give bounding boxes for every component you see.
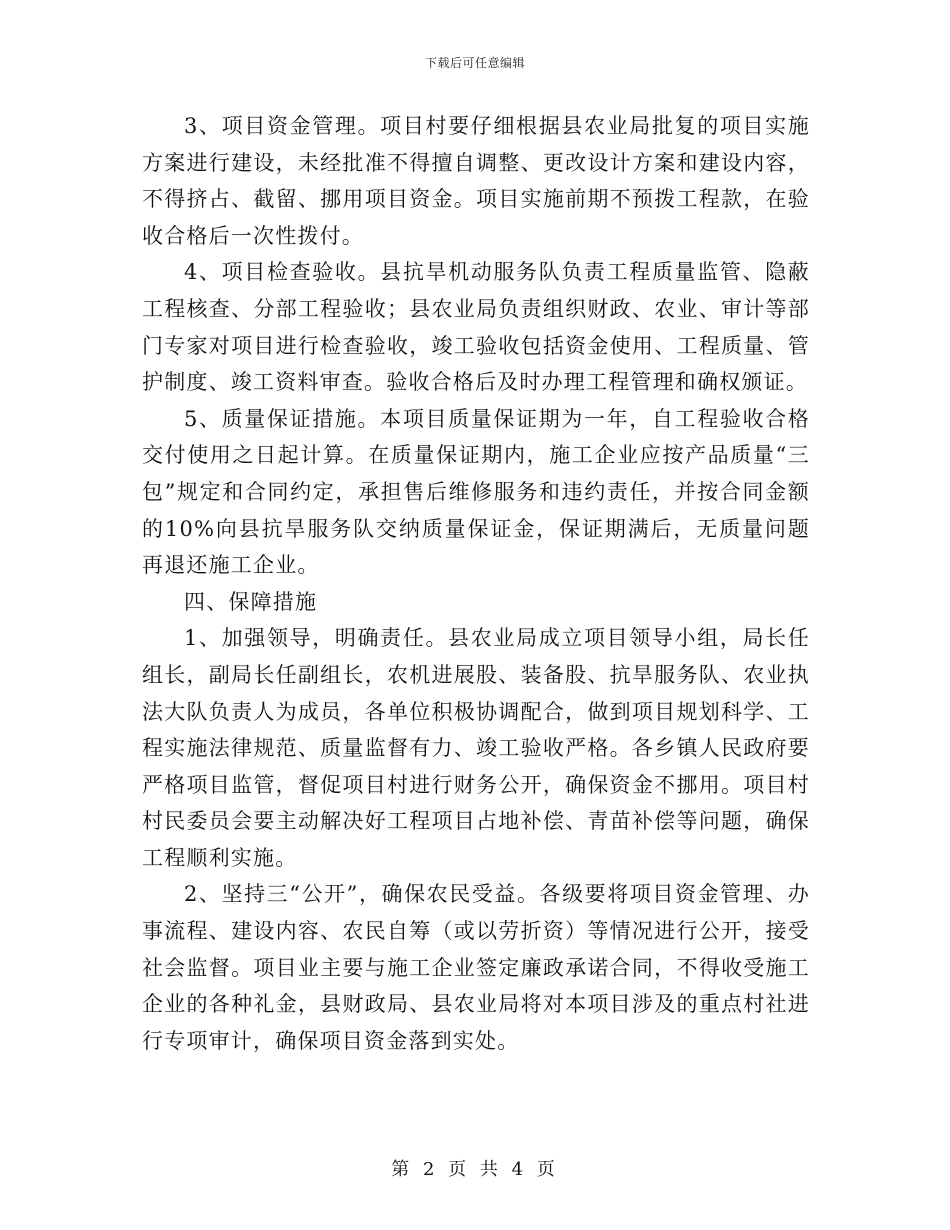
section-heading-safeguards: 四、保障措施 [184,589,318,614]
page-header: 下载后可任意编辑 [424,56,525,70]
paragraph-fund-management: 3、项目资金管理。项目村要仔细根据县农业局批复的项目实施方案进行建设，未经批准不得擅自调整、更改设计方案和建设内容，不得挤占、截留、挪用项目资金。项目实施前期不预拨工程款，在验收合格后一次性拨付。 [142,114,810,248]
page-number: 第 2 页 共 4 页 [391,1159,559,1180]
paragraph-inspection-acceptance: 4、项目检查验收。县抗旱机动服务队负责工程质量监管、隐蔽工程核查、分部工程验收；县农业局负责组织财政、农业、审计等部门专家对项目进行检查验收，竣工验收包括资金使用、工程质量、管护制度、竣工资料审查。验收合格后及时办理工程管理和确权颁证。 [142,260,810,395]
document-body [142,108,810,1059]
paragraph-leadership: 1、加强领导，明确责任。县农业局成立项目领导小组，局长任组长，副局长任副组长，农机进展股、装备股、抗旱服务队、农业执法大队负责人为成员，各单位积极协调配合，做到项目规划科学、工程实施法律规范、质量监督有力、竣工验收严格。各乡镇人民政府要严格项目监管，督促项目村进行财务公开，确保资金不挪用。项目村村民委员会要主动解决好工程项目占地补偿、青苗补偿等问题，确保工程顺利实施。 [142,626,810,870]
paragraph-transparency: 2、坚持三“公开”，确保农民受益。各级要将项目资金管理、办事流程、建设内容、农民自筹（或以劳折资）等情况进行公开，接受社会监督。项目业主要与施工企业签定廉政承诺合同，不得收受施工企业的各种礼金，县财政局、县农业局将对本项目涉及的重点村社进行专项审计，确保项目资金落到实处。 [142,882,810,1053]
paragraph-quality-assurance: 5、质量保证措施。本项目质量保证期为一年，自工程验收合格交付使用之日起计算。在质量保证期内，施工企业应按产品质量“三包”规定和合同约定，承担售后维修服务和违约责任，并按合同金额的10%向县抗旱服务队交纳质量保证金，保证期满后，无质量问题再退还施工企业。 [142,406,810,578]
